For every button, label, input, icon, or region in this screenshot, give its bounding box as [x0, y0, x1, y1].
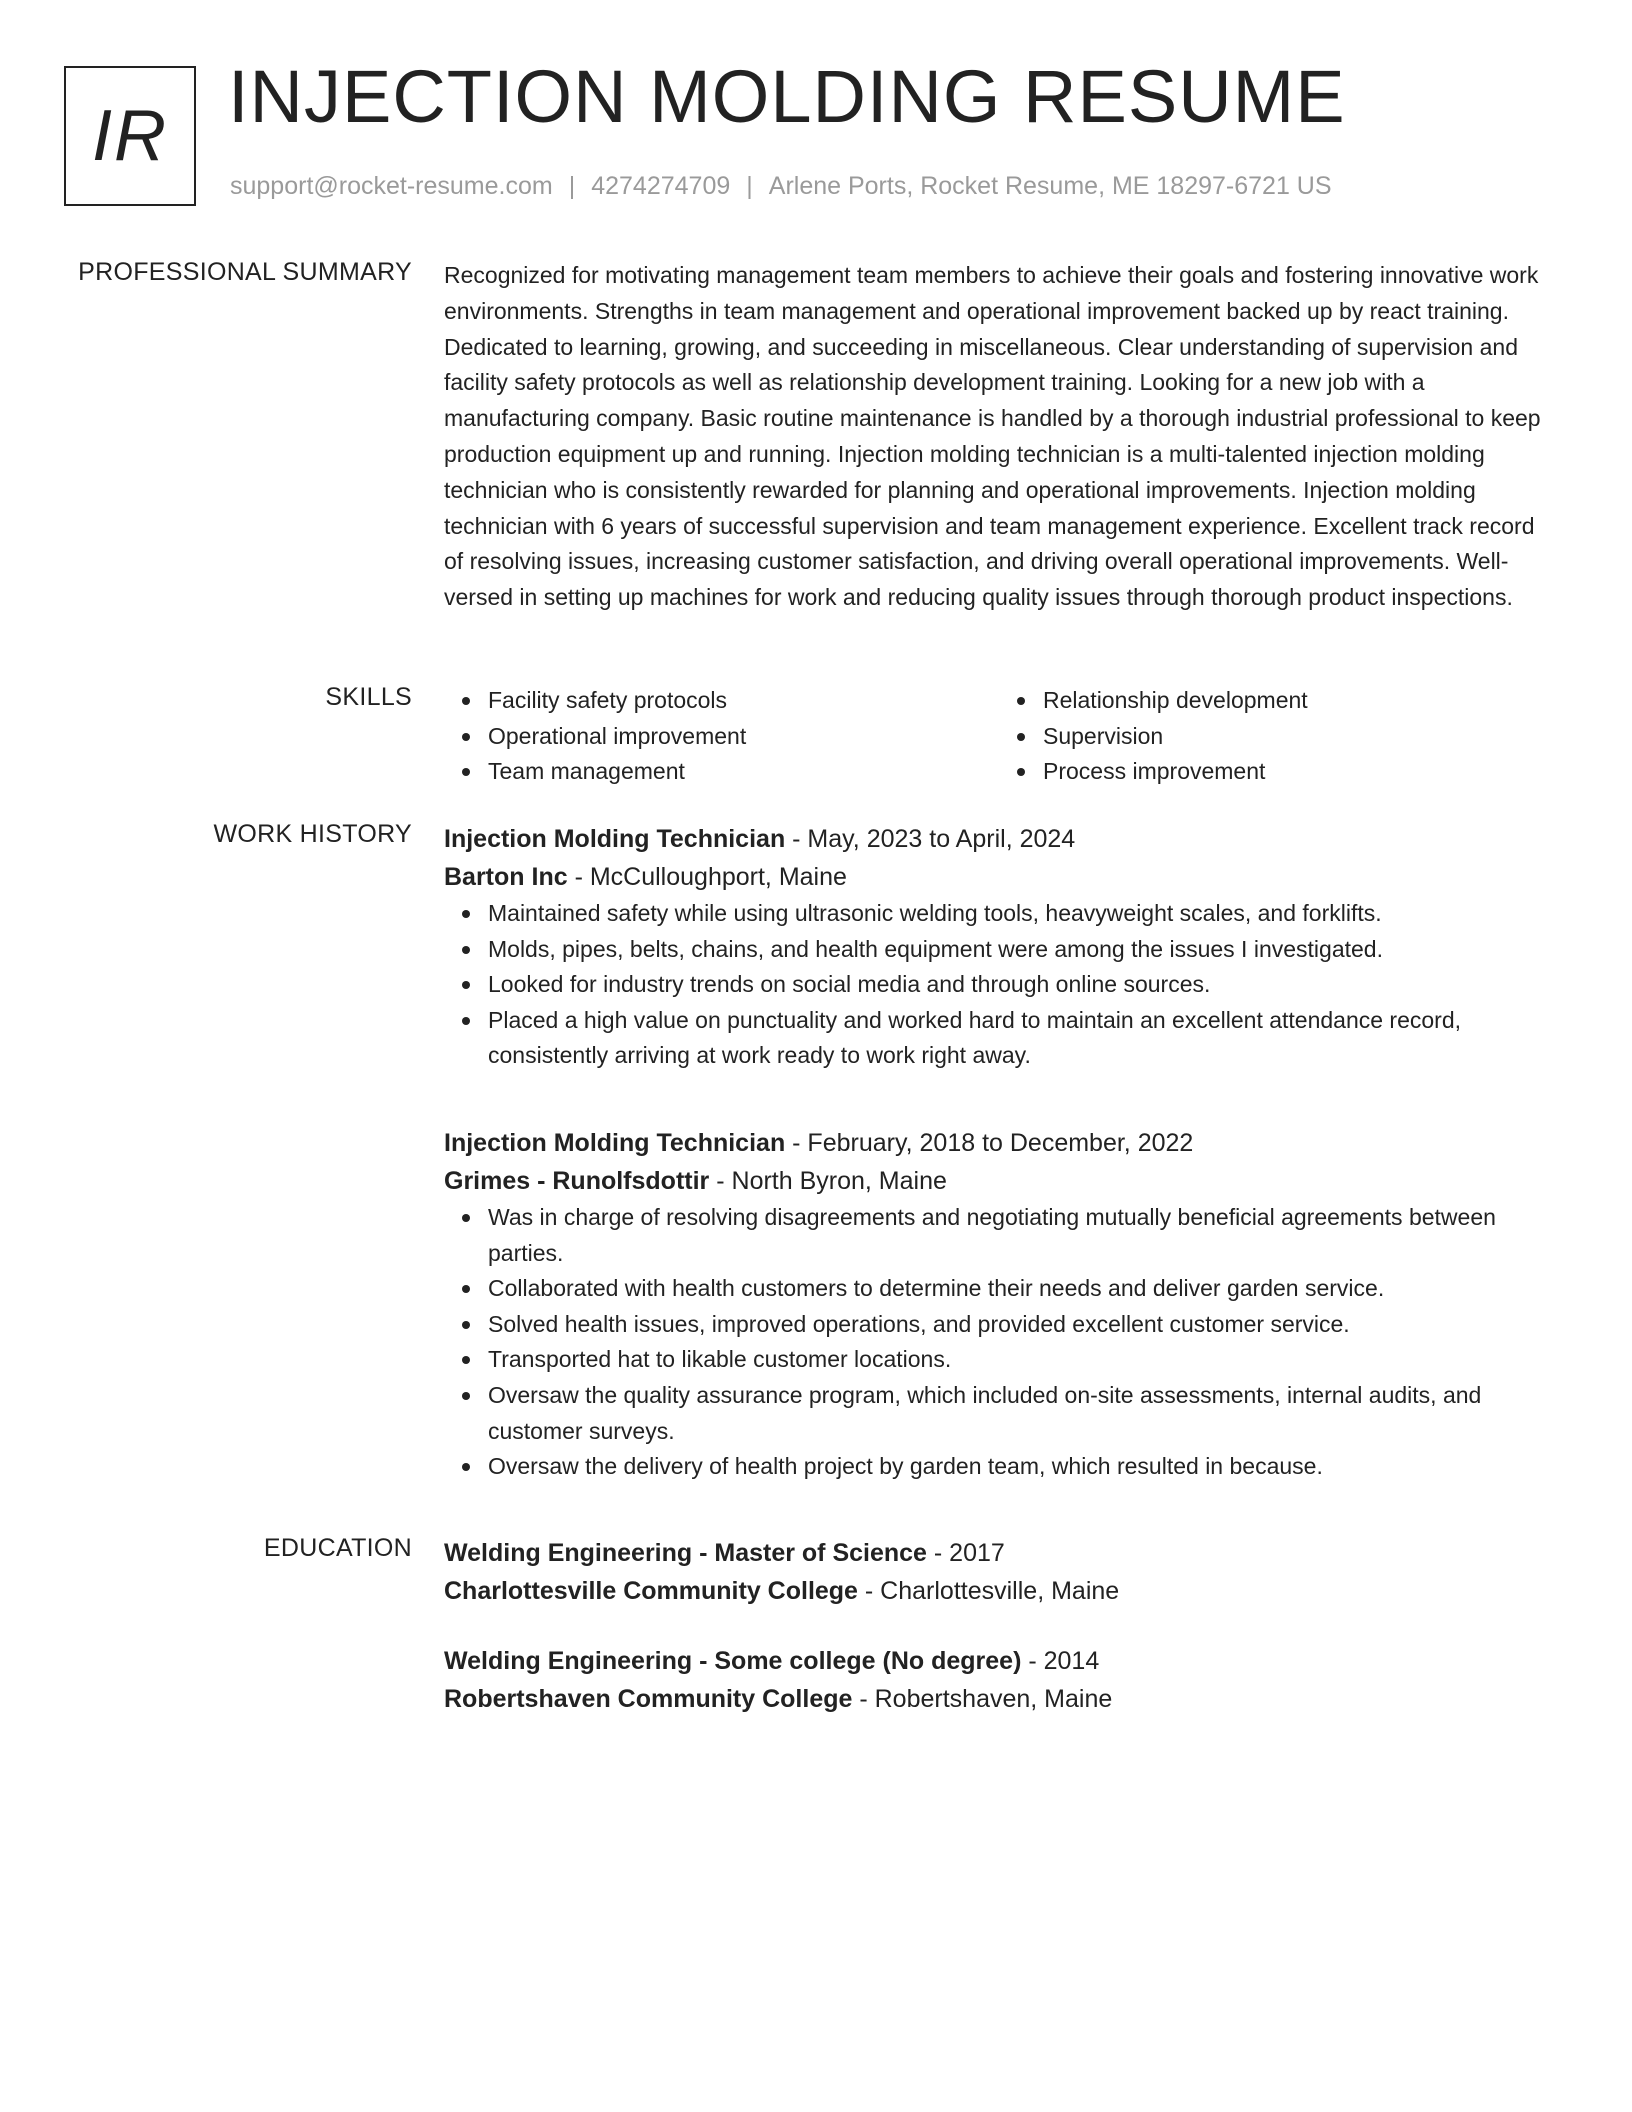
degree-year: - 2014	[1021, 1647, 1100, 1675]
job-title: Injection Molding Technician	[444, 1129, 786, 1157]
job-bullet: Oversaw the quality assurance program, which included on-site assessments, internal audits, and customer surveys.	[488, 1378, 1554, 1449]
degree-year: - 2017	[926, 1539, 1005, 1567]
job-location: - North Byron, Maine	[709, 1167, 947, 1195]
skill-item: Team management	[488, 754, 999, 790]
job-bullet: Solved health issues, improved operations, and provided excellent customer service.	[488, 1307, 1554, 1343]
school-name: Robertshaven Community College	[444, 1685, 853, 1713]
job-title-line	[444, 1124, 1554, 1162]
skills-grid	[444, 683, 1554, 790]
skill-item: Operational improvement	[488, 719, 999, 755]
school-name: Charlottesville Community College	[444, 1577, 858, 1605]
contact-line	[230, 172, 1332, 201]
job-dates: - May, 2023 to April, 2024	[785, 825, 1076, 853]
resume-title: INJECTION MOLDING RESUME	[228, 55, 1346, 138]
contact-separator: |	[568, 172, 576, 200]
education-entry	[444, 1642, 1554, 1718]
school-line	[444, 1572, 1554, 1610]
degree-name: Welding Engineering - Master of Science	[444, 1539, 927, 1567]
school-line	[444, 1680, 1554, 1718]
job-bullet: Placed a high value on punctuality and worked hard to maintain an excellent attendance record, consistently arriving at work ready to work right away.	[488, 1003, 1554, 1074]
summary-body	[444, 258, 1554, 616]
school-location: - Robertshaven, Maine	[852, 1685, 1113, 1713]
job-entry	[444, 820, 1554, 1074]
degree-line	[444, 1642, 1554, 1680]
skills-heading: SKILLS	[325, 683, 412, 711]
contact-email[interactable]: support@rocket-resume.com	[230, 172, 553, 200]
job-dates: - February, 2018 to December, 2022	[785, 1129, 1194, 1157]
job-company-line	[444, 858, 1554, 896]
contact-phone[interactable]: 4274274709	[591, 172, 731, 200]
skill-item: Facility safety protocols	[488, 683, 999, 719]
education-entry	[444, 1534, 1554, 1610]
job-title-line	[444, 820, 1554, 858]
job-company: Grimes - Runolfsdottir	[444, 1167, 710, 1195]
job-bullet: Maintained safety while using ultrasonic welding tools, heavyweight scales, and forklifts.	[488, 896, 1554, 932]
monogram-initials: IR	[92, 96, 168, 176]
job-bullet: Transported hat to likable customer locations.	[488, 1342, 1554, 1378]
skill-item: Process improvement	[1043, 754, 1554, 790]
contact-address: Arlene Ports, Rocket Resume, ME 18297-6721 US	[768, 172, 1332, 200]
skills-body	[444, 683, 1554, 790]
job-company-line	[444, 1162, 1554, 1200]
skill-item: Relationship development	[1043, 683, 1554, 719]
skills-list-right	[999, 683, 1554, 790]
job-bullets	[444, 1200, 1554, 1485]
job-bullet: Molds, pipes, belts, chains, and health equipment were among the issues I investigated.	[488, 932, 1554, 968]
summary-text: Recognized for motivating management team members to achieve their goals and fostering innovative work environments. Strengths in team management and operational improvement backed up by react training. Dedicated to learning, growing, and succeeding in miscellaneous. Clear understanding of supervision and facility safety protocols as well as relationship development training. Looking for a new job with a manufacturing company. Basic routine maintenance is handled by a thorough industrial professional to keep production equipment up and running. Injection molding technician is a multi-talented injection molding technician who is consistently rewarded for planning and operational improvements. Injection molding technician with 6 years of successful supervision and team management experience. Excellent track record of resolving issues, increasing customer satisfaction, and driving overall operational improvements. Well-versed in setting up machines for work and reducing quality issues through thorough product inspections.	[444, 262, 1541, 611]
job-entry	[444, 1124, 1554, 1485]
skill-item: Supervision	[1043, 719, 1554, 755]
degree-name: Welding Engineering - Some college (No degree)	[444, 1647, 1022, 1675]
job-bullets	[444, 896, 1554, 1074]
job-company: Barton Inc	[444, 863, 568, 891]
job-title: Injection Molding Technician	[444, 825, 786, 853]
job-bullet: Oversaw the delivery of health project by garden team, which resulted in because.	[488, 1449, 1554, 1485]
job-bullet: Looked for industry trends on social media and through online sources.	[488, 967, 1554, 1003]
education-heading: EDUCATION	[263, 1534, 412, 1562]
summary-heading: PROFESSIONAL SUMMARY	[78, 258, 412, 286]
degree-line	[444, 1534, 1554, 1572]
monogram-box	[64, 66, 196, 206]
work-history-heading: WORK HISTORY	[213, 820, 412, 848]
skills-list-left	[444, 683, 999, 790]
job-bullet: Collaborated with health customers to determine their needs and deliver garden service.	[488, 1271, 1554, 1307]
school-location: - Charlottesville, Maine	[857, 1577, 1120, 1605]
job-bullet: Was in charge of resolving disagreements and negotiating mutually beneficial agreements between parties.	[488, 1200, 1554, 1271]
job-location: - McCulloughport, Maine	[567, 863, 847, 891]
contact-separator: |	[746, 172, 753, 200]
